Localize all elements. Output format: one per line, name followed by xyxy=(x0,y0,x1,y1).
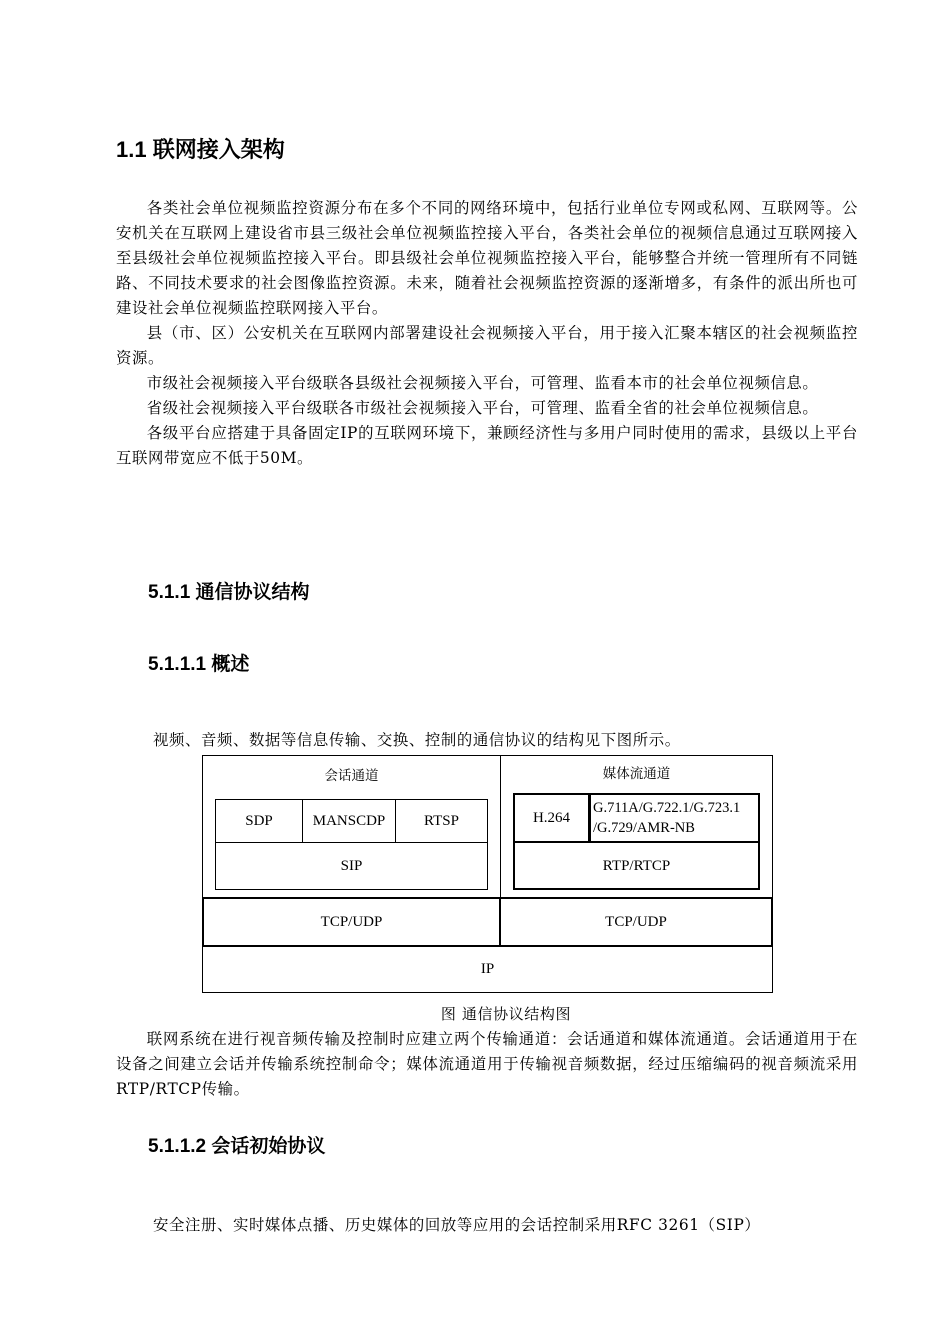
rtsp-label: RTSP xyxy=(424,812,459,829)
session-channel-title: 会话通道 xyxy=(324,768,379,784)
intro-paragraph-4: 省级社会视频接入平台级联各市级社会视频接入平台，可管理、监看全省的社会单位视频信息。 xyxy=(146,399,819,417)
intro-paragraph-3: 市级社会视频接入平台级联各县级社会视频接入平台，可管理、监看本市的社会单位视频信息。 xyxy=(146,374,819,392)
protocol-structure-diagram xyxy=(202,755,773,993)
audio-codecs-line-2: /G.729/AMR-NB xyxy=(593,820,695,836)
after-figure-paragraph: 联网系统在进行视音频传输及控制时应建立两个传输通道：会话通道和媒体流通道。会话通道用于在设备之间建立会话并传输系统控制命令；媒体流通道用于传输视音频数据，经过压缩编码的视音频流采用RTP/RTCP传输。 xyxy=(116,1030,858,1098)
section-heading-5-1-1: 5.1.1 通信协议结构 xyxy=(148,582,310,603)
intro-paragraph-5: 各级平台应搭建于具备固定IP的互联网环境下，兼顾经济性与多用户同时使用的需求，县级以上平台互联网带宽应不低于50M。 xyxy=(116,424,858,467)
figure-caption-text: 图 通信协议结构图 xyxy=(440,1005,572,1023)
intro-paragraph-2: 县（市、区）公安机关在互联网内部署建设社会视频接入平台，用于接入汇聚本辖区的社会视频监控资源。 xyxy=(116,324,858,367)
tcp-udp-left-label: TCP/UDP xyxy=(320,913,383,930)
media-channel-title: 媒体流通道 xyxy=(602,766,671,782)
manscdp-label: MANSCDP xyxy=(312,812,386,829)
sdp-label: SDP xyxy=(245,812,273,829)
overview-text: 视频、音频、数据等信息传输、交换、控制的通信协议的结构见下图所示。 xyxy=(153,731,681,749)
ip-label: IP xyxy=(480,960,495,977)
section-heading-5-1-1-2: 5.1.1.2 会话初始协议 xyxy=(148,1136,326,1157)
audio-codecs-label xyxy=(589,795,760,841)
rtp-rtcp-label: RTP/RTCP xyxy=(602,857,671,874)
intro-paragraph-1: 各类社会单位视频监控资源分布在多个不同的网络环境中，包括行业单位专网或私网、互联网等。公安机关在互联网上建设省市县三级社会单位视频监控接入平台，各类社会单位的视频信息通过互联网接入至县级社会单位视频监控接入平台。即县级社会单位视频监控接入平台，能够整合并统一管理所有不同链路、不同技术要求的社会图像监控资源。未来，随着社会视频监控资源的逐渐增多，有条件的派出所也可建设社会单位视频监控联网接入平台。 xyxy=(116,199,858,317)
section-heading-5-1-1-1: 5.1.1.1 概述 xyxy=(148,654,250,675)
final-text: 安全注册、实时媒体点播、历史媒体的回放等应用的会话控制采用RFC 3261（SIP） xyxy=(153,1216,761,1234)
figure-caption xyxy=(0,1002,950,1026)
section-heading-1-1: 1.1 联网接入架构 xyxy=(116,137,285,162)
audio-codecs-line-1: G.711A/G.722.1/G.723.1 xyxy=(593,800,741,816)
after-figure-text-block xyxy=(116,1027,858,1102)
sip-label: SIP xyxy=(340,857,363,874)
tcp-udp-right-label: TCP/UDP xyxy=(605,913,667,930)
intro-text-block xyxy=(116,196,858,471)
h264-label: H.264 xyxy=(532,809,571,826)
